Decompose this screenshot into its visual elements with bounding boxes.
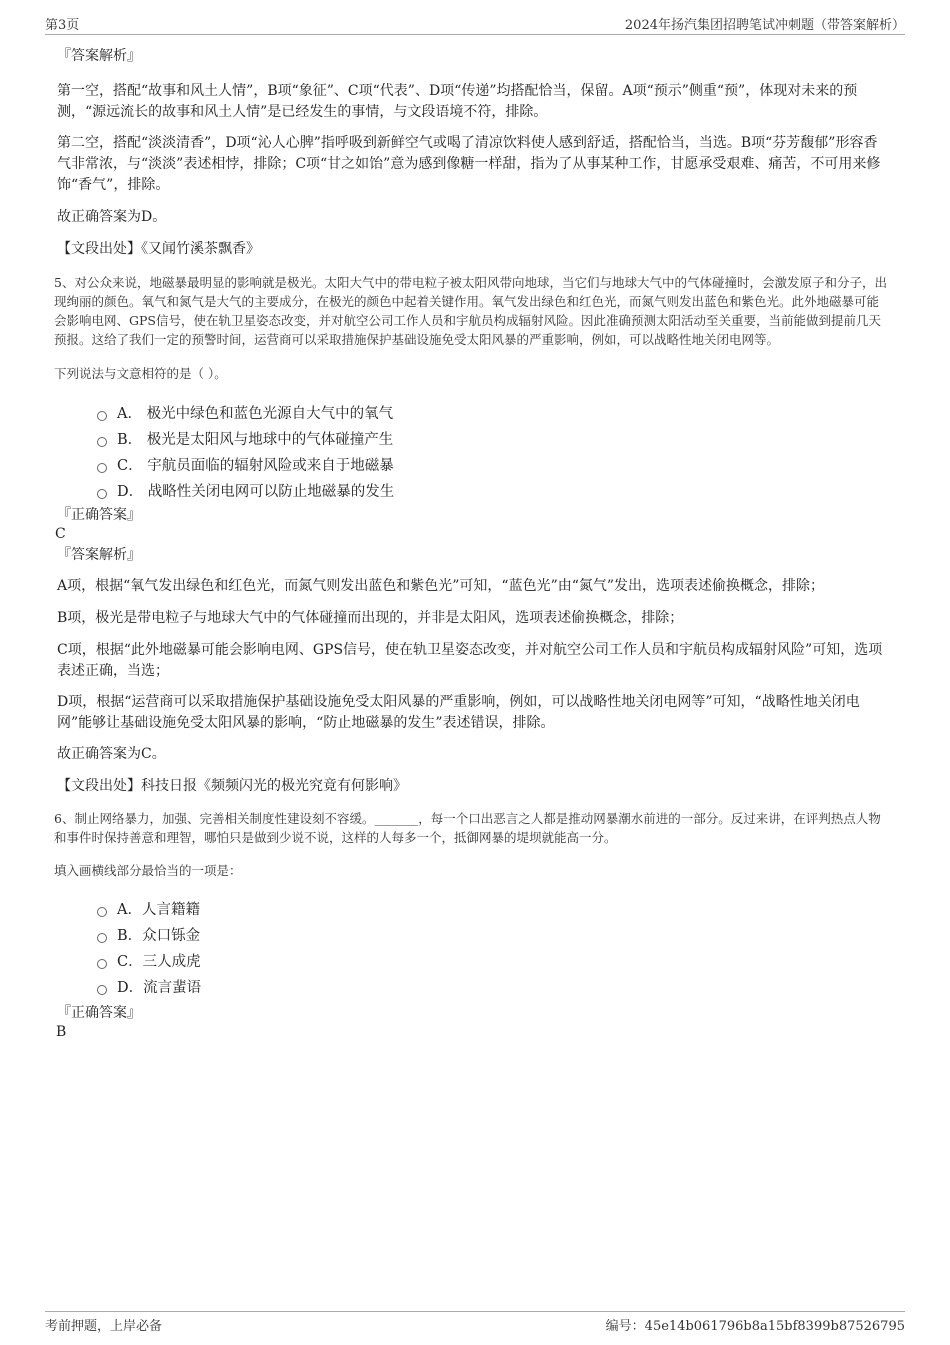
option-c[interactable]	[97, 949, 887, 975]
option-label: A．人言籍籍	[117, 902, 200, 918]
source-citation: 【文段出处】《又闻竹溪茶飘香》	[57, 241, 260, 257]
analysis-label: 『答案解析』	[57, 547, 141, 563]
stem-text: 6、制止网络暴力，加强、完善相关制度性建设刻不容缓。	[54, 811, 375, 826]
analysis-item-d: D项，根据“运营商可以采取措施保护基础设施免受太阳风暴的严重影响，例如，可以战略性地关闭电网等”可知，“战略性地关闭电网”能够让基础设施免受太阳风暴的影响，“防止地磁暴的发生”表述错误，排除。	[57, 694, 860, 731]
page-footer	[45, 1311, 905, 1334]
option-b[interactable]	[97, 427, 887, 453]
analysis-conclusion: 故正确答案为D。	[57, 209, 167, 225]
radio-icon[interactable]	[97, 411, 107, 421]
radio-icon[interactable]	[97, 463, 107, 473]
option-label: C． 宇航员面临的辐射风险或来自于地磁暴	[117, 458, 394, 474]
question-6-prompt: 填入画横线部分最恰当的一项是：	[54, 863, 242, 878]
option-label: B． 极光是太阳风与地球中的气体碰撞产生	[117, 432, 394, 448]
option-label: D．流言蜚语	[117, 980, 202, 996]
analysis-conclusion: 故正确答案为C。	[57, 746, 166, 762]
question-5-options	[97, 401, 887, 505]
option-label: A． 极光中绿色和蓝色光源自大气中的氧气	[117, 406, 394, 422]
radio-icon[interactable]	[97, 985, 107, 995]
option-label: B．众口铄金	[117, 928, 201, 944]
analysis-item-b: B项，极光是带电粒子与地球大气中的气体碰撞而出现的，并非是太阳风，选项表述偷换概念，排除；	[57, 610, 684, 626]
option-b[interactable]	[97, 923, 887, 949]
fill-blank: _______	[374, 811, 419, 826]
stem-text: ，每一个口出恶言之人都是推动网暴潮水前进的一部分。反过来讲，在评判热点人物和事件时保持善意和理智，哪怕只是做到少说不说，这样的人每多一个，抵御网暴的堤坝就能高一分。	[54, 811, 881, 845]
document-id: 编号：45e14b061796b8a15bf8399b87526795	[605, 1319, 905, 1334]
document-title: 2024年扬汽集团招聘笔试冲刺题（带答案解析）	[624, 18, 905, 33]
analysis-label: 『答案解析』	[57, 48, 141, 64]
page-number: 第3页	[45, 18, 80, 33]
option-label: C．三人成虎	[117, 954, 201, 970]
analysis-paragraph-2: 第二空，搭配“淡淡清香”，D项“沁人心脾”指呼吸到新鲜空气或喝了清凉饮料使人感到舒适，搭配恰当，当选。B项“芬芳馥郁”形容香气非常浓，与“淡淡”表述相悖，排除；C项“甘之如饴”意为感到像糖一样甜，指为了从事某种工作，甘愿承受艰难、痛苦，不可用来修饰“香气”，排除。	[57, 135, 881, 193]
radio-icon[interactable]	[97, 959, 107, 969]
radio-icon[interactable]	[97, 489, 107, 499]
question-5-prompt: 下列说法与文意相符的是（ ）。	[54, 366, 227, 381]
analysis-item-a: A项，根据“氧气发出绿色和红色光，而氮气则发出蓝色和紫色光”可知，“蓝色光”由“氮气”发出，选项表述偷换概念，排除；	[57, 578, 825, 594]
option-d[interactable]	[97, 975, 887, 1001]
footer-slogan: 考前押题，上岸必备	[45, 1319, 163, 1334]
analysis-paragraph-1: 第一空，搭配“故事和风土人情”，B项“象征”、C项“代表”、D项“传递”均搭配恰当，保留。A项“预示”侧重“预”，体现对未来的预测，“源远流长的故事和风土人情”是已经发生的事情，与文段语境不符，排除。	[57, 83, 858, 120]
option-a[interactable]	[97, 897, 887, 923]
main-content	[54, 44, 887, 1042]
option-c[interactable]	[97, 453, 887, 479]
option-label: D． 战略性关闭电网可以防止地磁暴的发生	[117, 484, 395, 500]
question-6-options	[97, 897, 887, 1001]
option-d[interactable]	[97, 479, 887, 505]
source-citation: 【文段出处】科技日报《频频闪光的极光究竟有何影响》	[57, 778, 407, 794]
page-header	[45, 14, 905, 35]
correct-answer: B	[56, 1024, 67, 1040]
correct-answer-label: 『正确答案』	[57, 507, 141, 523]
question-5-stem: 5、对公众来说，地磁暴最明显的影响就是极光。太阳大气中的带电粒子被太阳风带向地球，当它们与地球大气中的气体碰撞时，会激发原子和分子，出现绚丽的颜色。氧气和氮气是大气的主要成分，在极光的颜色中起着关键作用。氧气发出绿色和红色光，而氮气则发出蓝色和紫色光。此外地磁暴可能会影响电网、GPS信号，使在轨卫星姿态改变，并对航空公司工作人员和宇航员构成辐射风险。因此准确预测太阳活动至关重要，当前能做到提前几天预报。这给了我们一定的预警时间，运营商可以采取措施保护基础设施免受太阳风暴的严重影响，例如，可以战略性地关闭电网等。	[54, 275, 887, 347]
analysis-item-c: C项，根据“此外地磁暴可能会影响电网、GPS信号，使在轨卫星姿态改变，并对航空公司工作人员和宇航员构成辐射风险”可知，选项表述正确，当选；	[57, 642, 883, 679]
radio-icon[interactable]	[97, 933, 107, 943]
radio-icon[interactable]	[97, 907, 107, 917]
correct-answer: C	[55, 526, 66, 542]
correct-answer-label: 『正确答案』	[57, 1005, 141, 1021]
question-6-stem	[54, 809, 887, 847]
option-a[interactable]	[97, 401, 887, 427]
radio-icon[interactable]	[97, 437, 107, 447]
